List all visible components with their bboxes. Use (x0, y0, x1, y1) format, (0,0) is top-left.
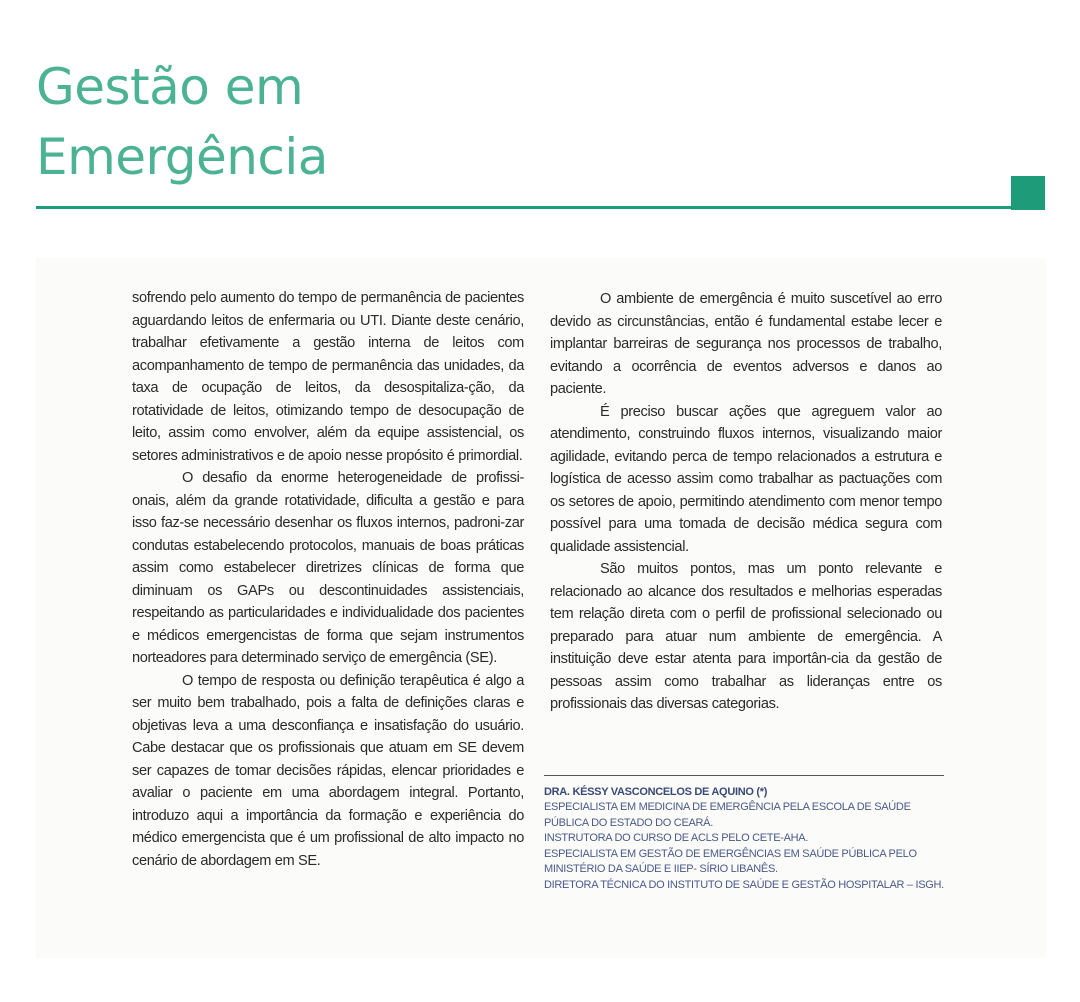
article-left-column (132, 287, 524, 872)
author-credential: DIRETORA TÉCNICA DO INSTITUTO DE SAÚDE E GESTÃO HOSPITALAR – ISGH. (544, 878, 944, 891)
page-header (36, 52, 1046, 212)
article-paragraph: O tempo de resposta ou definição terapêutica é algo a ser muito bem trabalhado, pois a falta de definições claras e objetivas leva a uma desconfiança e insatisfação do usuário. Cabe destacar que os profissionais que atuam em SE devem ser capazes de tomar decisões rápidas, elencar prioridades e avaliar o paciente em uma abordagem integral. Portanto, introduzo aqui a importância da formação e experiência do médico emergencista que é um profissional de alto impacto no cenário de abordagem em SE. (132, 672, 524, 869)
article-scan (36, 258, 1046, 958)
header-divider (36, 206, 1011, 209)
article-paragraph: sofrendo pelo aumento do tempo de permanência de pacientes aguardando leitos de enfermaria ou UTI. Diante deste cenário, trabalhar efetivamente a gestão interna de leitos com acompanhamento de tempo de permanência das unidades, da taxa de ocupação de leitos, da desospitaliza-ção, da rotatividade de leitos, otimizando tempo de desocupação de leito, assim como envolver, além da equipe assistencial, os setores administrativos e de apoio nesse propósito é primordial. (132, 290, 524, 464)
author-credential: INSTRUTORA DO CURSO DE ACLS PELO CETE-AHA. (544, 832, 809, 844)
accent-square (1011, 176, 1045, 210)
author-name: DRA. KÉSSY VASCONCELOS DE AQUINO (*) (544, 786, 768, 798)
article-paragraph: São muitos pontos, mas um ponto relevante e relacionado ao alcance dos resultados e melhorias esperadas tem relação direta com o perfil de profissional selecionado ou preparado para atuar num ambiente de emergência. A instituição deve estar atenta para importân-cia da gestão de pessoas assim como trabalhar as lideranças entre os profissionais das diversas categorias. (550, 561, 942, 712)
author-box (544, 775, 944, 893)
author-credential: ESPECIALISTA EM GESTÃO DE EMERGÊNCIAS EM SAÚDE PÚBLICA PELO MINISTÉRIO DA SAÚDE E IIEP- SÍRIO LIBANÊS. (544, 847, 917, 875)
author-credential: ESPECIALISTA EM MEDICINA DE EMERGÊNCIA PELA ESCOLA DE SAÚDE PÚBLICA DO ESTADO DO CEARÁ. (544, 801, 911, 829)
page-title-line-1: Gestão em (36, 58, 304, 116)
page-title (36, 52, 328, 192)
article-paragraph: É preciso buscar ações que agreguem valor ao atendimento, construindo fluxos internos, visualizando maior agilidade, evitando perca de tempo relacionados a estrutura e logística de acesso assim como trabalhar as pactuações com os setores de apoio, permitindo atendimento com menor tempo possível para uma tomada de decisão médica segura com qualidade assistencial. (550, 403, 942, 555)
author-divider (544, 775, 944, 776)
page-title-line-2: Emergência (36, 128, 328, 186)
article-paragraph: O desafio da enorme heterogeneidade de profissi-onais, além da grande rotatividade, dificulta a gestão e para isso faz-se necessário desenhar os fluxos internos, padroni-zar condutas estabelecendo protocolos, manuais de boas práticas assim como estabelecer diretrizes clínicas de forma que diminuam os GAPs ou descontinuidades assistenciais, respeitando as particularidades e individualidade dos pacientes e médicos emergencistas de forma que sejam instrumentos norteadores para determinado serviço de emergência (SE). (132, 470, 524, 666)
article-right-column (550, 288, 942, 716)
article-paragraph: O ambiente de emergência é muito suscetível ao erro devido as circunstâncias, então é fundamental estabe lecer e implantar barreiras de segurança nos processos de trabalho, evitando a ocorrência de eventos adversos e danos ao paciente. (550, 291, 942, 397)
